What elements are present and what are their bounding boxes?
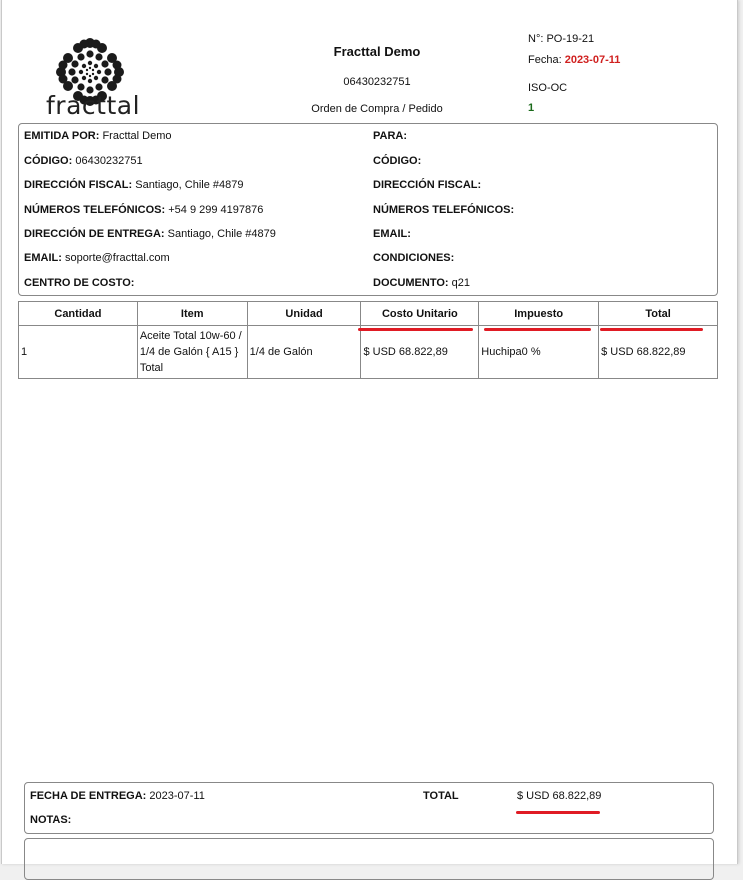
logo-dot — [59, 61, 68, 70]
cell-tax: Huchipa0 % — [479, 326, 599, 379]
emitted-by-label: EMITIDA POR: — [24, 130, 100, 142]
highlight-underline-grand-total — [516, 811, 600, 814]
items-table — [18, 301, 718, 379]
issuer-phones-label: NÚMEROS TELEFÓNICOS: — [24, 204, 166, 216]
issuer-email-label: EMAIL: — [24, 252, 62, 264]
recipient-email-label: EMAIL: — [373, 228, 411, 240]
logo-dot — [92, 73, 94, 75]
logo-dot — [92, 69, 94, 71]
cell-unit-cost: $ USD 68.822,89 — [361, 326, 479, 379]
recipient-fiscal-address-label: DIRECCIÓN FISCAL: — [373, 179, 482, 191]
document-type: Orden de Compra / Pedido — [311, 103, 443, 115]
company-code: 06430232751 — [343, 76, 411, 88]
order-number — [528, 33, 594, 45]
cell-unit: 1/4 de Galón — [247, 326, 361, 379]
recipient-to — [373, 130, 407, 142]
order-date — [528, 54, 620, 66]
logo-dot — [86, 69, 88, 71]
recipient-document — [373, 277, 470, 289]
logo-dot — [97, 70, 101, 74]
issuer-email-value: soporte@fracttal.com — [64, 252, 170, 264]
logo-dot — [82, 64, 86, 68]
cell-quantity: 1 — [19, 326, 138, 379]
recipient-email — [373, 228, 411, 240]
highlight-underline-unit-cost — [358, 328, 473, 331]
logo-dot — [71, 60, 78, 67]
item-line: Aceite Total 10w-60 / — [139, 330, 242, 342]
recipient-fiscal-address — [373, 179, 481, 191]
logo-dot — [101, 60, 108, 67]
recipient-document-value: q21 — [451, 277, 470, 289]
highlight-underline-tax — [484, 328, 591, 331]
header-quantity: Cantidad — [19, 302, 138, 326]
logo-dot — [95, 83, 102, 90]
item-line: 1/4 de Galón { A15 } — [139, 346, 239, 358]
total-value: $ USD 68.822,89 — [517, 790, 602, 802]
order-number-label: N°: — [528, 33, 544, 45]
notes-label: NOTAS: — [30, 814, 72, 826]
delivery-date-label: FECHA DE ENTREGA: — [30, 790, 147, 802]
issuer-delivery-address-value: Santiago, Chile #4879 — [167, 228, 276, 240]
issuer-code — [24, 155, 143, 167]
header-unit-cost: Costo Unitario — [361, 302, 479, 326]
total-label — [423, 790, 459, 802]
issuer-code-label: CÓDIGO: — [24, 155, 73, 167]
emitted-by-value: Fracttal Demo — [102, 130, 172, 142]
recipient-conditions-label: CONDICIONES: — [373, 252, 455, 264]
issuer-delivery-address — [24, 228, 276, 240]
logo-dot — [86, 50, 93, 57]
footer-secondary-box — [24, 838, 714, 880]
order-number-value: PO-19-21 — [546, 33, 595, 45]
recipient-phones-label: NÚMEROS TELEFÓNICOS: — [373, 204, 515, 216]
issuer-fiscal-address — [24, 179, 243, 191]
issuer-phones-value: +54 9 299 4197876 — [168, 204, 264, 216]
footer-summary-box — [24, 782, 714, 834]
issuer-phones — [24, 204, 263, 216]
logo-dot — [101, 76, 108, 83]
issuer-delivery-address-label: DIRECCIÓN DE ENTREGA: — [24, 228, 165, 240]
emitted-by — [24, 130, 172, 142]
logo-dot — [89, 75, 91, 77]
recipient-code-label: CÓDIGO: — [373, 155, 422, 167]
issuer-email — [24, 252, 170, 264]
header-unit: Unidad — [247, 302, 361, 326]
cell-item — [137, 326, 247, 379]
logo-wordmark: fracttal — [46, 91, 141, 120]
notes — [30, 814, 71, 826]
logo-dot — [88, 61, 92, 65]
logo-dot — [95, 53, 102, 60]
document-page — [1, 0, 738, 864]
recipient-phones — [373, 204, 514, 216]
logo-dot — [82, 76, 86, 80]
recipient-to-label: PARA: — [373, 130, 408, 142]
item-line: Total — [139, 362, 164, 374]
logo-dot — [71, 76, 78, 83]
header-item: Item — [137, 302, 247, 326]
cost-center — [24, 277, 134, 289]
logo-dot — [80, 40, 89, 49]
order-date-label: Fecha: — [528, 54, 562, 66]
logo-dot — [113, 61, 122, 70]
highlight-underline-total — [600, 328, 703, 331]
logo-dot — [68, 68, 75, 75]
delivery-date — [30, 790, 205, 802]
logo-dot — [104, 68, 111, 75]
logo-dot — [94, 64, 98, 68]
table-row — [19, 326, 718, 379]
iso-value: 1 — [528, 102, 535, 114]
recipient-document-label: DOCUMENTO: — [373, 277, 449, 289]
iso-label: ISO-OC — [528, 82, 568, 94]
logo-dot — [94, 76, 98, 80]
cell-total: $ USD 68.822,89 — [599, 326, 718, 379]
issuer-code-value: 06430232751 — [75, 155, 143, 167]
order-date-value: 2023-07-11 — [564, 54, 621, 66]
total-label-text: TOTAL — [423, 790, 459, 802]
logo-dot — [113, 75, 122, 84]
logo-dot — [79, 70, 83, 74]
logo-dot — [89, 67, 91, 69]
logo-dot — [77, 53, 84, 60]
header-total: Total — [599, 302, 718, 326]
logo-dot — [77, 83, 84, 90]
cost-center-label: CENTRO DE COSTO: — [24, 277, 135, 289]
logo-dot — [86, 73, 88, 75]
recipient-code — [373, 155, 421, 167]
issuer-recipient-box — [18, 123, 718, 296]
logo-dot — [59, 75, 68, 84]
header-tax: Impuesto — [479, 302, 599, 326]
table-header-row — [19, 302, 718, 326]
logo-dot — [88, 79, 92, 83]
logo-dot — [92, 40, 101, 49]
issuer-fiscal-address-value: Santiago, Chile #4879 — [135, 179, 244, 191]
issuer-fiscal-address-label: DIRECCIÓN FISCAL: — [24, 179, 133, 191]
recipient-conditions — [373, 252, 454, 264]
company-name: Fracttal Demo — [333, 44, 421, 59]
delivery-date-value: 2023-07-11 — [149, 790, 205, 802]
